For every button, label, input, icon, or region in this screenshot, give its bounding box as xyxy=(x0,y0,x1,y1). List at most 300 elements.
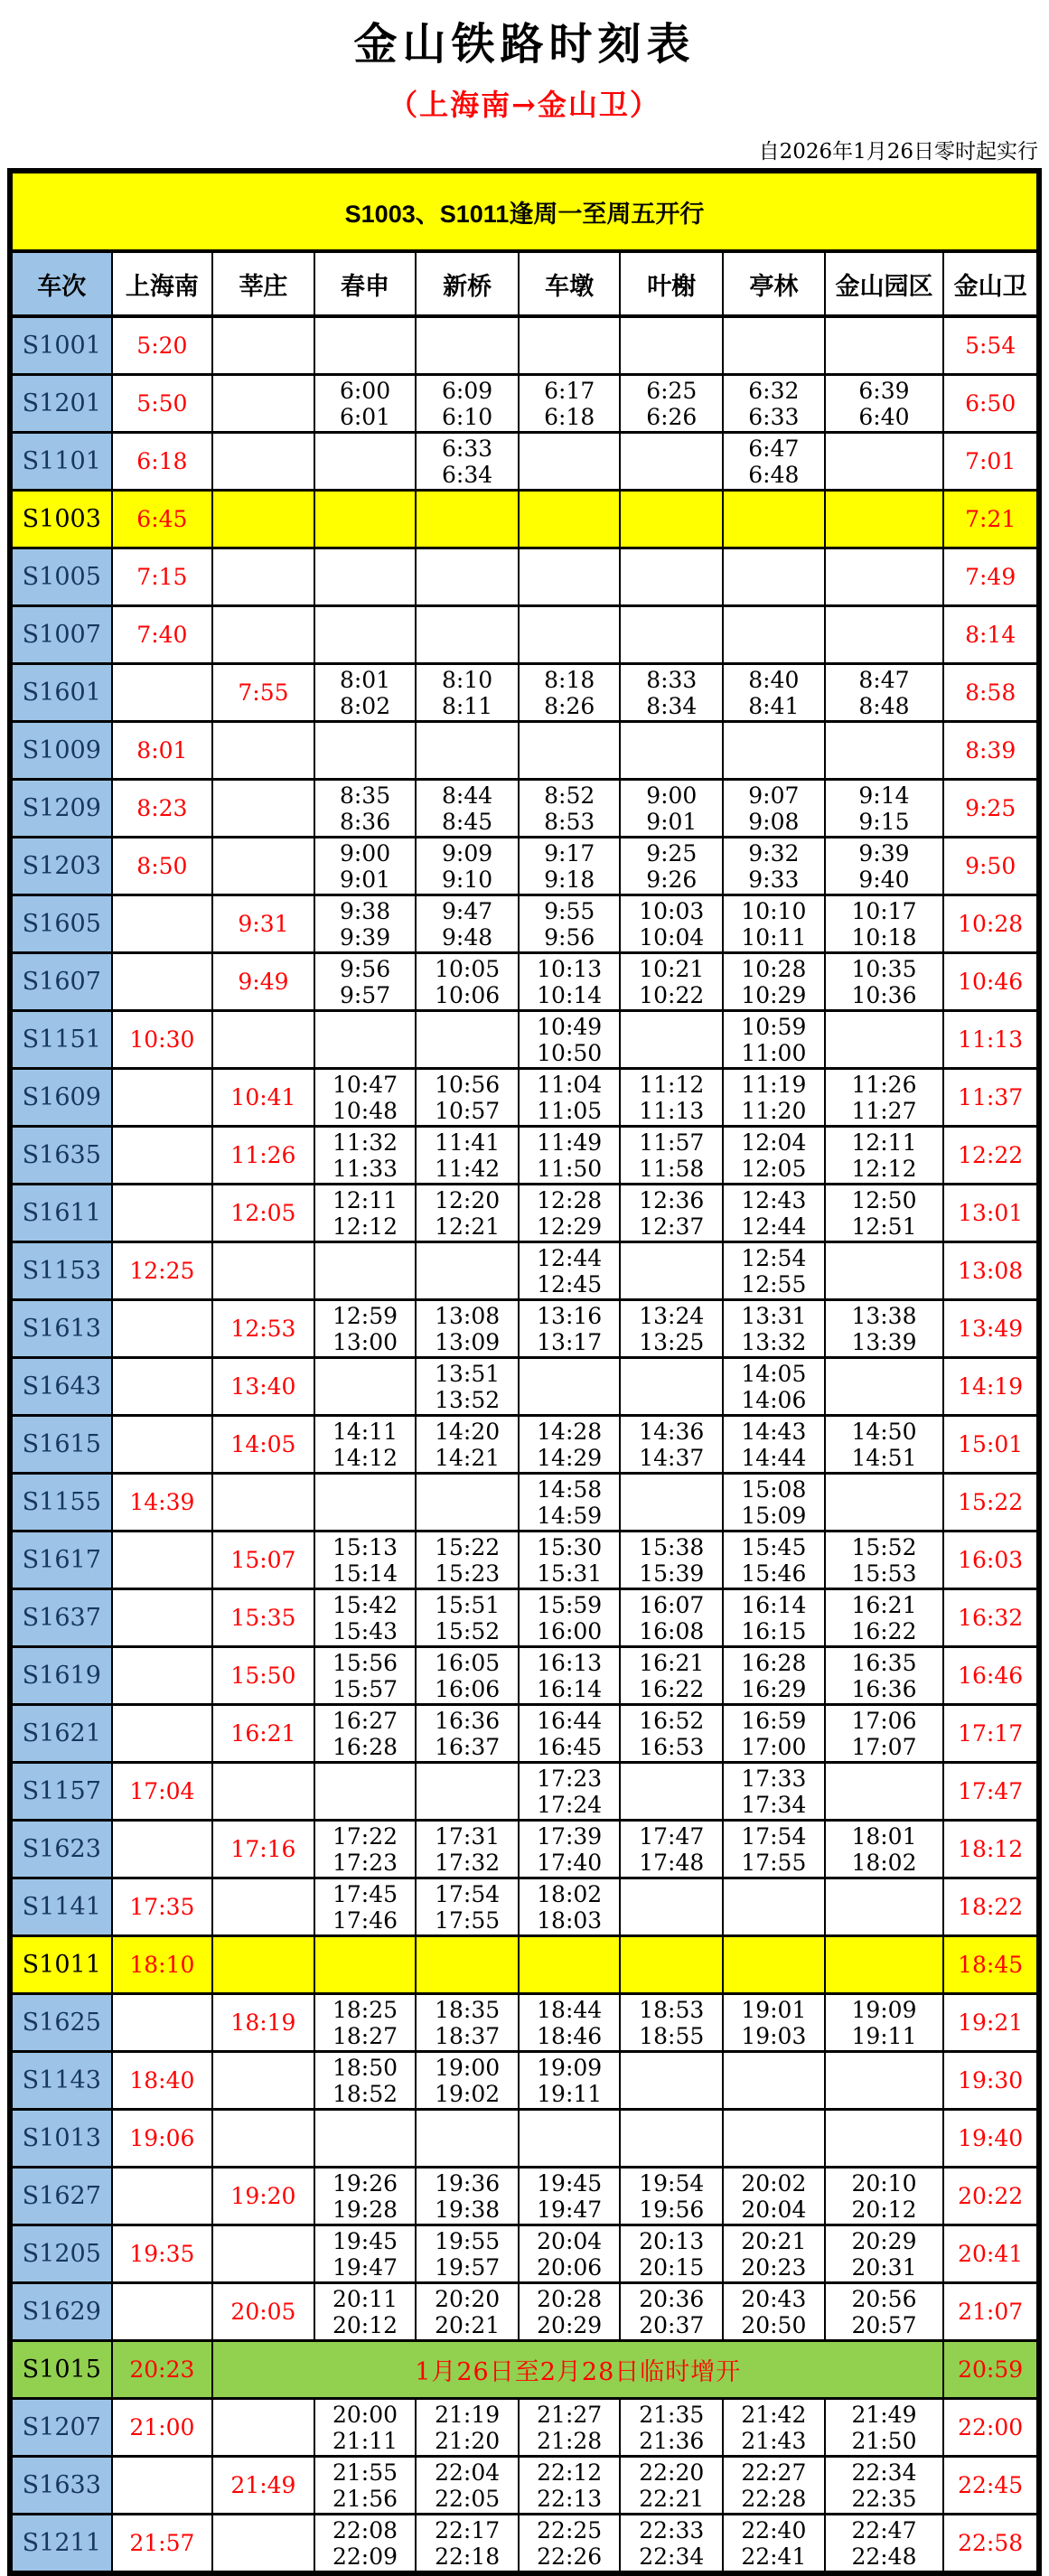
time-cell-tinglin xyxy=(723,838,825,895)
time-value: 20:12 xyxy=(332,2311,398,2338)
time-value: 11:33 xyxy=(332,1155,398,1182)
time-cell-jinshanwei xyxy=(943,1416,1039,1474)
time-value: 12:11 xyxy=(332,1186,398,1213)
time-value: 12:59 xyxy=(332,1302,398,1329)
time-cell-jinshan-park xyxy=(825,375,944,433)
time-cell-xinzhuang xyxy=(212,1300,314,1358)
time-cell-tinglin xyxy=(723,2225,825,2283)
time-value: 18:44 xyxy=(537,1996,603,2023)
time-cell-xinzhuang xyxy=(212,606,314,664)
table-row xyxy=(10,1532,1039,1589)
time-value: 20:06 xyxy=(537,2253,603,2281)
time-cell-chunshen xyxy=(314,1878,417,1936)
time-cell-chunshen xyxy=(314,664,417,722)
time-value: 16:46 xyxy=(958,1663,1024,1689)
time-cell-jinshan-park xyxy=(825,895,944,953)
time-cell-yexie xyxy=(620,316,723,375)
time-value: 13:24 xyxy=(639,1302,705,1329)
time-value: 22:04 xyxy=(435,2459,501,2486)
time-value: 9:48 xyxy=(442,923,493,951)
time-value: 13:09 xyxy=(435,1328,501,1355)
time-value: 10:18 xyxy=(851,923,917,951)
time-cell-yexie xyxy=(620,953,723,1011)
time-cell-chunshen xyxy=(314,1127,417,1185)
time-cell-chedun xyxy=(519,838,621,895)
time-value: 15:39 xyxy=(639,1560,705,1587)
time-cell-chunshen xyxy=(314,1532,417,1589)
time-value: 8:34 xyxy=(646,692,698,719)
time-value: 12:45 xyxy=(537,1270,603,1297)
time-value: 9:15 xyxy=(858,808,910,835)
time-cell-xinzhuang xyxy=(212,1532,314,1589)
table-row xyxy=(10,953,1039,1011)
time-value: 22:00 xyxy=(958,2414,1024,2440)
table-row xyxy=(10,722,1039,780)
time-cell-shanghai-south xyxy=(112,1416,213,1474)
time-value: 18:19 xyxy=(230,2009,296,2036)
time-cell-xinqiao xyxy=(416,1705,519,1763)
time-value: 15:08 xyxy=(741,1475,807,1503)
time-value: 22:33 xyxy=(639,2516,705,2543)
time-value: 8:45 xyxy=(442,808,493,835)
time-cell-xinzhuang xyxy=(212,2168,314,2225)
time-value: 15:42 xyxy=(332,1591,398,1618)
time-cell-yexie xyxy=(620,1994,723,2052)
time-value: 19:11 xyxy=(537,2080,603,2107)
time-value: 17:31 xyxy=(435,1822,501,1850)
time-value: 14:28 xyxy=(537,1418,603,1445)
time-cell-jinshanwei xyxy=(943,1589,1039,1647)
train-number: S1015 xyxy=(10,2341,112,2399)
time-cell-chedun xyxy=(519,433,621,491)
time-value: 17:48 xyxy=(639,1849,705,1876)
time-cell-shanghai-south xyxy=(112,316,213,375)
time-value: 9:49 xyxy=(238,969,289,995)
time-value: 21:36 xyxy=(639,2427,705,2454)
time-value: 15:38 xyxy=(639,1533,705,1560)
time-value: 17:22 xyxy=(332,1822,398,1850)
table-row xyxy=(10,2052,1039,2110)
time-value: 15:50 xyxy=(230,1663,296,1689)
time-cell-chunshen xyxy=(314,1589,417,1647)
time-cell-jinshanwei xyxy=(943,953,1039,1011)
time-cell-chedun xyxy=(519,1878,621,1936)
time-value: 21:49 xyxy=(230,2472,296,2498)
time-cell-tinglin xyxy=(723,1647,825,1705)
time-value: 11:05 xyxy=(537,1097,603,1124)
time-value: 8:39 xyxy=(965,737,1016,763)
time-cell-jinshanwei xyxy=(943,1532,1039,1589)
time-cell-xinqiao xyxy=(416,1069,519,1127)
time-cell-jinshan-park xyxy=(825,316,944,375)
time-value: 17:17 xyxy=(958,1720,1024,1747)
time-value: 17:35 xyxy=(129,1894,195,1920)
time-value: 18:53 xyxy=(639,1996,705,2023)
time-value: 9:47 xyxy=(442,897,493,924)
time-value: 9:17 xyxy=(544,839,595,866)
time-cell-yexie xyxy=(620,895,723,953)
banner-row xyxy=(10,171,1039,251)
time-value: 10:30 xyxy=(129,1026,195,1053)
time-cell-tinglin xyxy=(723,722,825,780)
time-value: 15:56 xyxy=(332,1649,398,1676)
time-cell-jinshan-park xyxy=(825,548,944,606)
time-value: 17:54 xyxy=(741,1822,807,1850)
time-value: 14:29 xyxy=(537,1444,603,1471)
time-value: 14:50 xyxy=(851,1418,917,1445)
time-cell-xinqiao xyxy=(416,375,519,433)
time-value: 17:33 xyxy=(741,1765,807,1792)
time-value: 6:10 xyxy=(442,403,493,430)
time-value: 16:59 xyxy=(741,1707,807,1734)
time-value: 22:26 xyxy=(537,2543,603,2570)
time-value: 21:11 xyxy=(332,2427,398,2454)
time-cell-chedun xyxy=(519,548,621,606)
time-value: 18:55 xyxy=(639,2022,705,2049)
time-cell-xinqiao xyxy=(416,953,519,1011)
time-cell-yexie xyxy=(620,1589,723,1647)
time-value: 21:43 xyxy=(741,2427,807,2454)
time-cell-xinqiao xyxy=(416,1011,519,1069)
table-row xyxy=(10,1936,1039,1994)
table-row xyxy=(10,433,1039,491)
time-cell-shanghai-south xyxy=(112,2399,213,2457)
time-value: 15:52 xyxy=(851,1533,917,1560)
time-value: 16:03 xyxy=(958,1547,1024,1573)
time-cell-chunshen xyxy=(314,2168,417,2225)
time-value: 16:13 xyxy=(537,1649,603,1676)
table-row xyxy=(10,1647,1039,1705)
time-value: 16:37 xyxy=(435,1733,501,1760)
time-value: 11:13 xyxy=(639,1097,705,1124)
time-cell-xinzhuang xyxy=(212,1358,314,1416)
column-header-jinshan-park: 金山园区 xyxy=(825,251,944,316)
time-cell-chedun xyxy=(519,1242,621,1300)
time-cell-tinglin xyxy=(723,375,825,433)
time-value: 10:28 xyxy=(958,911,1024,937)
time-value: 22:58 xyxy=(958,2530,1024,2556)
time-cell-chedun xyxy=(519,1936,621,1994)
time-cell-chedun xyxy=(519,606,621,664)
time-cell-yexie xyxy=(620,1242,723,1300)
time-cell-chunshen xyxy=(314,2052,417,2110)
time-value: 22:09 xyxy=(332,2543,398,2570)
time-cell-jinshan-park xyxy=(825,722,944,780)
time-cell-xinzhuang xyxy=(212,1994,314,2052)
time-value: 8:47 xyxy=(858,666,910,693)
time-value: 21:49 xyxy=(851,2401,917,2428)
time-value: 11:00 xyxy=(741,1039,807,1066)
time-value: 21:57 xyxy=(129,2530,195,2556)
time-cell-jinshanwei xyxy=(943,1878,1039,1936)
time-cell-xinqiao xyxy=(416,1589,519,1647)
time-value: 11:49 xyxy=(537,1129,603,1156)
time-value: 14:20 xyxy=(435,1418,501,1445)
table-row xyxy=(10,2283,1039,2341)
time-value: 7:01 xyxy=(965,448,1016,474)
table-row xyxy=(10,780,1039,838)
time-cell-xinzhuang xyxy=(212,1185,314,1242)
time-value: 17:47 xyxy=(958,1778,1024,1804)
time-value: 20:37 xyxy=(639,2311,705,2338)
time-cell-jinshanwei xyxy=(943,2225,1039,2283)
time-cell-xinqiao xyxy=(416,1647,519,1705)
time-value: 11:37 xyxy=(958,1084,1024,1110)
time-value: 18:46 xyxy=(537,2022,603,2049)
time-value: 19:56 xyxy=(639,2196,705,2223)
time-value: 11:12 xyxy=(639,1071,705,1098)
time-value: 20:57 xyxy=(851,2311,917,2338)
time-cell-shanghai-south xyxy=(112,1474,213,1532)
time-value: 20:15 xyxy=(639,2253,705,2281)
time-value: 22:27 xyxy=(741,2459,807,2486)
time-value: 11:41 xyxy=(435,1129,501,1156)
time-cell-shanghai-south xyxy=(112,606,213,664)
time-value: 17:55 xyxy=(741,1849,807,1876)
time-value: 14:43 xyxy=(741,1418,807,1445)
time-cell-xinqiao xyxy=(416,2457,519,2515)
time-cell-tinglin xyxy=(723,1763,825,1821)
time-cell-shanghai-south xyxy=(112,1532,213,1589)
time-value: 13:17 xyxy=(537,1328,603,1355)
time-value: 11:26 xyxy=(230,1142,296,1168)
time-value: 11:42 xyxy=(435,1155,501,1182)
train-number: S1009 xyxy=(10,722,112,780)
time-cell-shanghai-south xyxy=(112,1821,213,1878)
time-cell-chunshen xyxy=(314,722,417,780)
time-cell-yexie xyxy=(620,722,723,780)
train-number: S1203 xyxy=(10,838,112,895)
time-cell-jinshanwei xyxy=(943,1821,1039,1878)
time-value: 20:20 xyxy=(435,2285,501,2312)
time-cell-shanghai-south xyxy=(112,780,213,838)
time-cell-tinglin xyxy=(723,2283,825,2341)
temporary-service-note: 1月26日至2月28日临时增开 xyxy=(212,2341,943,2399)
time-cell-jinshanwei xyxy=(943,2399,1039,2457)
table-row xyxy=(10,664,1039,722)
time-cell-xinqiao xyxy=(416,1994,519,2052)
time-value: 16:14 xyxy=(741,1591,807,1618)
time-cell-chedun xyxy=(519,1358,621,1416)
time-value: 12:22 xyxy=(958,1142,1024,1168)
time-cell-jinshan-park xyxy=(825,1994,944,2052)
train-number: S1609 xyxy=(10,1069,112,1127)
table-row xyxy=(10,838,1039,895)
time-cell-xinzhuang xyxy=(212,1763,314,1821)
time-value: 14:39 xyxy=(129,1489,195,1515)
time-value: 22:45 xyxy=(958,2472,1024,2498)
time-cell-chunshen xyxy=(314,895,417,953)
time-value: 9:50 xyxy=(965,853,1016,879)
time-value: 13:51 xyxy=(435,1360,501,1387)
time-value: 21:56 xyxy=(332,2485,398,2512)
time-value: 8:26 xyxy=(544,692,595,719)
time-value: 20:11 xyxy=(332,2285,398,2312)
time-value: 20:05 xyxy=(230,2299,296,2325)
time-value: 8:52 xyxy=(544,782,595,809)
table-row xyxy=(10,548,1039,606)
time-cell-yexie xyxy=(620,664,723,722)
time-value: 20:02 xyxy=(741,2169,807,2197)
time-cell-jinshan-park xyxy=(825,1416,944,1474)
time-value: 9:00 xyxy=(646,782,698,809)
time-cell-shanghai-south xyxy=(112,1936,213,1994)
time-cell-jinshanwei xyxy=(943,664,1039,722)
time-cell-shanghai-south xyxy=(112,1647,213,1705)
time-cell-jinshanwei xyxy=(943,1994,1039,2052)
time-cell-tinglin xyxy=(723,2052,825,2110)
time-value: 20:56 xyxy=(851,2285,917,2312)
time-value: 10:57 xyxy=(435,1097,501,1124)
time-value: 16:28 xyxy=(741,1649,807,1676)
time-cell-xinqiao xyxy=(416,433,519,491)
time-value: 10:46 xyxy=(958,969,1024,995)
time-cell-jinshan-park xyxy=(825,1589,944,1647)
time-cell-xinzhuang xyxy=(212,1069,314,1127)
time-cell-xinzhuang xyxy=(212,895,314,953)
time-cell-chunshen xyxy=(314,2110,417,2168)
time-value: 16:08 xyxy=(639,1617,705,1644)
time-cell-chunshen xyxy=(314,316,417,375)
train-number: S1201 xyxy=(10,375,112,433)
time-cell-xinqiao xyxy=(416,1127,519,1185)
time-value: 15:43 xyxy=(332,1617,398,1644)
time-value: 14:37 xyxy=(639,1444,705,1471)
time-value: 11:13 xyxy=(958,1026,1024,1053)
time-value: 8:01 xyxy=(136,737,188,763)
train-number: S1003 xyxy=(10,491,112,548)
time-cell-xinzhuang xyxy=(212,2515,314,2574)
time-value: 16:21 xyxy=(851,1591,917,1618)
time-value: 14:11 xyxy=(332,1418,398,1445)
time-value: 16:27 xyxy=(332,1707,398,1734)
time-cell-chunshen xyxy=(314,491,417,548)
time-cell-xinqiao xyxy=(416,1763,519,1821)
time-value: 15:09 xyxy=(741,1502,807,1529)
time-cell-jinshan-park xyxy=(825,491,944,548)
time-value: 16:05 xyxy=(435,1649,501,1676)
table-row xyxy=(10,1358,1039,1416)
time-value: 17:40 xyxy=(537,1849,603,1876)
time-cell-xinzhuang xyxy=(212,664,314,722)
time-value: 19:38 xyxy=(435,2196,501,2223)
time-value: 12:12 xyxy=(332,1213,398,1240)
time-value: 22:35 xyxy=(851,2485,917,2512)
time-value: 15:30 xyxy=(537,1533,603,1560)
time-cell-shanghai-south xyxy=(112,491,213,548)
time-value: 14:05 xyxy=(230,1431,296,1457)
time-cell-shanghai-south xyxy=(112,838,213,895)
column-header-yexie: 叶榭 xyxy=(620,251,723,316)
time-cell-xinqiao xyxy=(416,548,519,606)
time-value: 19:01 xyxy=(741,1996,807,2023)
time-cell-chedun xyxy=(519,1474,621,1532)
column-header-shanghai-south: 上海南 xyxy=(112,251,213,316)
time-cell-chunshen xyxy=(314,1358,417,1416)
time-cell-chunshen xyxy=(314,2457,417,2515)
time-value: 9:09 xyxy=(442,839,493,866)
time-cell-jinshanwei xyxy=(943,1011,1039,1069)
time-cell-tinglin xyxy=(723,1242,825,1300)
time-value: 21:19 xyxy=(435,2401,501,2428)
time-cell-xinzhuang xyxy=(212,2052,314,2110)
time-value: 14:06 xyxy=(741,1386,807,1413)
time-value: 10:35 xyxy=(851,955,917,982)
time-cell-yexie xyxy=(620,491,723,548)
time-value: 19:57 xyxy=(435,2253,501,2281)
time-cell-shanghai-south xyxy=(112,1242,213,1300)
time-value: 16:07 xyxy=(639,1591,705,1618)
time-value: 16:52 xyxy=(639,1707,705,1734)
table-row xyxy=(10,1011,1039,1069)
time-cell-tinglin xyxy=(723,433,825,491)
time-value: 6:45 xyxy=(136,506,188,532)
time-value: 22:47 xyxy=(851,2516,917,2543)
time-cell-chedun xyxy=(519,1705,621,1763)
time-value: 20:36 xyxy=(639,2285,705,2312)
train-number: S1619 xyxy=(10,1647,112,1705)
time-cell-chedun xyxy=(519,664,621,722)
time-value: 10:05 xyxy=(435,955,501,982)
time-value: 9:01 xyxy=(339,866,391,893)
time-value: 15:13 xyxy=(332,1533,398,1560)
time-value: 9:25 xyxy=(646,839,698,866)
time-cell-yexie xyxy=(620,1069,723,1127)
time-cell-jinshan-park xyxy=(825,2283,944,2341)
time-value: 9:07 xyxy=(748,782,800,809)
time-cell-jinshan-park xyxy=(825,1300,944,1358)
table-row xyxy=(10,2341,1039,2399)
time-cell-chedun xyxy=(519,1069,621,1127)
train-number: S1207 xyxy=(10,2399,112,2457)
time-value: 19:06 xyxy=(129,2125,195,2151)
time-cell-xinqiao xyxy=(416,664,519,722)
time-value: 16:22 xyxy=(639,1675,705,1702)
time-value: 22:34 xyxy=(851,2459,917,2486)
time-cell-chunshen xyxy=(314,1705,417,1763)
time-value: 18:37 xyxy=(435,2022,501,2049)
time-value: 6:01 xyxy=(339,403,391,430)
time-cell-jinshanwei xyxy=(943,2341,1039,2399)
time-value: 11:50 xyxy=(537,1155,603,1182)
time-value: 9:57 xyxy=(339,981,391,1008)
time-value: 12:55 xyxy=(741,1270,807,1297)
table-row xyxy=(10,1300,1039,1358)
time-value: 8:11 xyxy=(442,692,493,719)
time-value: 10:48 xyxy=(332,1097,398,1124)
time-value: 10:50 xyxy=(537,1039,603,1066)
time-value: 18:35 xyxy=(435,1996,501,2023)
time-value: 7:40 xyxy=(136,622,188,648)
time-value: 18:03 xyxy=(537,1906,603,1934)
time-value: 11:19 xyxy=(741,1071,807,1098)
time-value: 22:17 xyxy=(435,2516,501,2543)
time-value: 21:27 xyxy=(537,2401,603,2428)
column-header-tinglin: 亭林 xyxy=(723,251,825,316)
time-cell-tinglin xyxy=(723,664,825,722)
time-cell-chunshen xyxy=(314,2225,417,2283)
time-cell-yexie xyxy=(620,2457,723,2515)
time-cell-xinzhuang xyxy=(212,780,314,838)
column-header-jinshanwei: 金山卫 xyxy=(943,251,1039,316)
table-row xyxy=(10,1242,1039,1300)
train-number: S1001 xyxy=(10,316,112,375)
time-cell-jinshanwei xyxy=(943,1242,1039,1300)
time-cell-tinglin xyxy=(723,1127,825,1185)
time-cell-xinqiao xyxy=(416,2225,519,2283)
time-cell-chedun xyxy=(519,2052,621,2110)
time-value: 20:43 xyxy=(741,2285,807,2312)
